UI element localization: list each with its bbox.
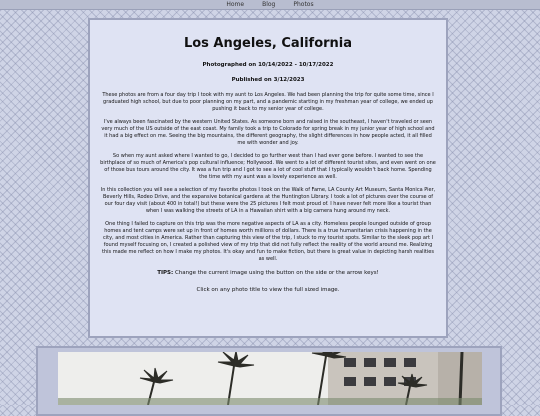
nav-home-link[interactable]: Home bbox=[226, 1, 245, 8]
intro-paragraph-2: I've always been fascinated by the western United States. As someone born and raised in the southeast, I haven't traveled or seen very much of the US outside of the east coast. My family took a trip to Colorado for spring break in my junior year of high school and it had a big effect on me. Seeing the big mountains, the different geography, the slight differences in how people acted, it all filled me with wonder and joy. bbox=[101, 119, 435, 146]
nav-blog-link[interactable]: Blog bbox=[262, 1, 276, 8]
click-hint: Click on any photo title to view the full sized image. bbox=[196, 287, 340, 293]
page-title: Los Angeles, California bbox=[183, 36, 353, 51]
tips-line bbox=[100, 270, 436, 276]
nav-photos-link[interactable]: Photos bbox=[293, 1, 314, 8]
intro-paragraph-3: So when my aunt asked where I wanted to go, I decided to go further west than I had ever gone before. I wanted to see the birthplace of so much of America's pop cultural influence; Hollywood. We went to a lot of different tourist sites, and even went on one of those bus tours around the city. It was a fun trip and I got to see a lot of cool stuff that I typically wouldn't back home. Spending the time with my aunt was a lovely experience as well. bbox=[100, 153, 436, 180]
intro-paragraph-5: One thing I failed to capture on this trip was the more negative aspects of LA as a city. Homeless people lounged outside of group homes and tent camps were set up in front of homes worth millions of dollars. There is a true humanitarian crisis happening in the city, and most cities in America. Rather than capturing this view of the trip, I stuck to my tourist spots. Similar to the sleek pop art I found myself focusing on, I created a polished view of my trip that did not fully reflect the reality of the world around me. Realizing this made me reflect on how I make my photos. It's okay and fun to make fiction, but there is great value in depicting harsh realities as well. bbox=[102, 221, 434, 262]
intro-paragraph-1: These photos are from a four day trip I took with my aunt to Los Angeles. We had been planning the trip for quite some time, since I graduated high school, but due to poor planning on my part, and a pandemic starting in my freshman year of college, we ended up pushing it back to my senior year of college. bbox=[102, 92, 434, 112]
intro-panel bbox=[88, 18, 448, 338]
tips-label: TIPS: bbox=[157, 270, 174, 276]
top-nav bbox=[0, 0, 540, 10]
photographed-date: Photographed on 10/14/2022 - 10/17/2022 bbox=[202, 62, 334, 68]
intro-paragraph-4: In this collection you will see a selection of my favorite photos I took on the Walk of Fame, LA County Art Museum, Santa Monica Pier, Beverly Hills, Rodeo Drive, and the expansive botanical gardens at the Huntington Library. I took a lot of pictures over the course of our four day visit (about 400 in total!) but these were the 25 pictures I felt most proud of. I have never felt more like a tourist than when I was walking the streets of LA in a Hawaiian shirt with a big camera hung around my neck. bbox=[100, 187, 436, 214]
published-date: Published on 3/12/2023 bbox=[231, 77, 305, 83]
palm-trees-photo[interactable] bbox=[58, 352, 482, 405]
palm-trees-image bbox=[58, 352, 482, 405]
tips-text: Change the current image using the button on the side or the arrow keys! bbox=[174, 270, 379, 276]
